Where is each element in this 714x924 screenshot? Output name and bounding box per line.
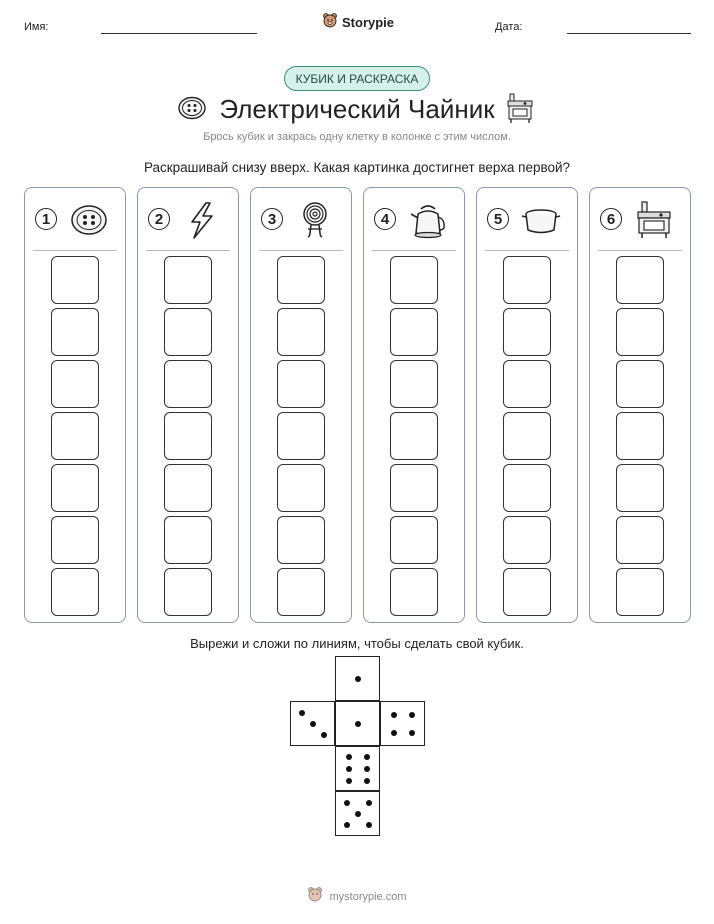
color-cell[interactable] [390, 308, 438, 356]
color-cell[interactable] [51, 464, 99, 512]
column-3 [250, 187, 352, 623]
cell-stack [51, 256, 99, 620]
bear-logo-icon [307, 886, 323, 907]
color-cell[interactable] [277, 360, 325, 408]
color-cell[interactable] [164, 412, 212, 460]
column-number: 4 [374, 208, 396, 230]
color-cell[interactable] [503, 464, 551, 512]
color-cell[interactable] [390, 568, 438, 616]
cut-instruction: Вырежи и сложи по линиям, чтобы сделать свой кубик. [190, 636, 524, 651]
color-cell[interactable] [277, 308, 325, 356]
die-pip [364, 778, 370, 784]
column-header [138, 198, 238, 242]
color-cell[interactable] [390, 516, 438, 564]
color-cell[interactable] [164, 256, 212, 304]
column-header [251, 198, 351, 242]
color-cell[interactable] [164, 360, 212, 408]
color-cell[interactable] [51, 256, 99, 304]
worksheet-header [0, 0, 714, 50]
color-cell[interactable] [390, 256, 438, 304]
color-cell[interactable] [164, 308, 212, 356]
column-header [364, 198, 464, 242]
column-2 [137, 187, 239, 623]
column-divider [259, 250, 343, 251]
lightning-icon [182, 200, 222, 240]
die-pip [355, 676, 361, 682]
subtitle: Брось кубик и закрась одну клетку в колонке с этим числом. [203, 131, 511, 143]
column-number: 2 [148, 208, 170, 230]
page-title: Электрический Чайник [219, 94, 495, 124]
stove-icon [634, 200, 674, 240]
color-cell[interactable] [503, 308, 551, 356]
brand-name: Storypie [342, 15, 395, 30]
cell-stack [616, 256, 664, 620]
date-label: Дата: [495, 21, 523, 33]
column-header [25, 198, 125, 242]
button-icon [69, 200, 109, 240]
die-face-4 [380, 701, 425, 746]
die-pip [355, 721, 361, 727]
die-pip [346, 766, 352, 772]
die-pip [366, 822, 372, 828]
date-line [567, 33, 691, 34]
die-face-5 [335, 791, 380, 836]
kettle-icon [408, 200, 448, 240]
title-row [0, 92, 714, 126]
die-pip [366, 800, 372, 806]
color-cell[interactable] [277, 516, 325, 564]
footer-url[interactable]: mystorypie.com [329, 890, 407, 903]
color-cell[interactable] [616, 360, 664, 408]
color-cell[interactable] [503, 516, 551, 564]
color-cell[interactable] [277, 568, 325, 616]
die-pip [346, 754, 352, 760]
die-net [290, 656, 425, 836]
column-1 [24, 187, 126, 623]
color-cell[interactable] [51, 516, 99, 564]
die-face-6 [335, 746, 380, 791]
color-cell[interactable] [503, 360, 551, 408]
color-cell[interactable] [277, 464, 325, 512]
color-cell[interactable] [616, 516, 664, 564]
die-pip [409, 730, 415, 736]
color-cell[interactable] [616, 308, 664, 356]
cell-stack [390, 256, 438, 620]
color-cell[interactable] [164, 464, 212, 512]
color-cell[interactable] [503, 412, 551, 460]
die-face-1 [335, 701, 380, 746]
cell-stack [503, 256, 551, 620]
column-number: 5 [487, 208, 509, 230]
color-cell[interactable] [616, 464, 664, 512]
column-5 [476, 187, 578, 623]
die-pip [355, 811, 361, 817]
color-cell[interactable] [51, 308, 99, 356]
color-cell[interactable] [277, 256, 325, 304]
coloring-columns [24, 187, 690, 623]
color-cell[interactable] [164, 568, 212, 616]
cell-stack [277, 256, 325, 620]
die-pip [321, 732, 327, 738]
die-pip [409, 712, 415, 718]
die-pip [391, 730, 397, 736]
column-divider [33, 250, 117, 251]
column-6 [589, 187, 691, 623]
column-number: 1 [35, 208, 57, 230]
color-cell[interactable] [390, 464, 438, 512]
color-cell[interactable] [616, 568, 664, 616]
die-face-1 [335, 656, 380, 701]
column-header [477, 198, 577, 242]
die-pip [346, 778, 352, 784]
die-pip [344, 800, 350, 806]
name-line [101, 33, 257, 34]
name-label: Имя: [24, 21, 49, 33]
category-badge: КУБИК И РАСКРАСКА [284, 66, 430, 91]
die-pip [310, 721, 316, 727]
column-4 [363, 187, 465, 623]
die-pip [364, 766, 370, 772]
column-number: 6 [600, 208, 622, 230]
die-pip [344, 822, 350, 828]
die-pip [364, 754, 370, 760]
bear-logo-icon [322, 12, 338, 33]
column-divider [146, 250, 230, 251]
color-cell[interactable] [277, 412, 325, 460]
coil-icon [295, 200, 335, 240]
column-divider [485, 250, 569, 251]
stove-icon [505, 92, 535, 129]
color-cell[interactable] [616, 256, 664, 304]
pot-icon [521, 200, 561, 240]
column-divider [598, 250, 682, 251]
color-cell[interactable] [164, 516, 212, 564]
column-divider [372, 250, 456, 251]
cell-stack [164, 256, 212, 620]
die-face-3 [290, 701, 335, 746]
die-pip [391, 712, 397, 718]
color-cell[interactable] [503, 568, 551, 616]
column-header [590, 198, 690, 242]
color-cell[interactable] [51, 568, 99, 616]
color-cell[interactable] [616, 412, 664, 460]
footer [0, 886, 714, 907]
color-cell[interactable] [390, 412, 438, 460]
color-cell[interactable] [503, 256, 551, 304]
brand-logo [322, 12, 394, 33]
color-cell[interactable] [51, 360, 99, 408]
column-number: 3 [261, 208, 283, 230]
color-cell[interactable] [51, 412, 99, 460]
die-pip [299, 710, 305, 716]
instruction: Раскрашивай снизу вверх. Какая картинка достигнет верха первой? [143, 160, 571, 175]
color-cell[interactable] [390, 360, 438, 408]
